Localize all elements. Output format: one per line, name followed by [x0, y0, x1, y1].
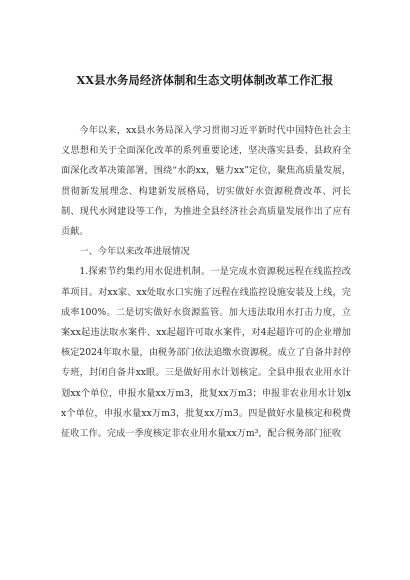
intro-paragraph: 今年以来，xx县水务局深入学习贯彻习近平新时代中国特色社会主义思想和关于全面深化改革的系列重要论述，坚决落实县委、县政府全面深化改革决策部署，围绕“水韵xx，魅力xx”定位，聚焦高质量发展，贯彻新发展理念、构建新发展格局，切实做好水资源税费改革、河长制、现代水网建设等工作，为推进全县经济社会高质量发展作出了应有贡献。	[61, 125, 351, 238]
body-paragraph: 1.探索节约集约用水促进机制。一是完成水资源税远程在线监控改革项目。对xx家、xx处取水口实施了远程在线监控设施安装及上线，完成率100%。二是切实做好水资源监管。加大违法取用水打击力度，立案xx起违法取水案件、xx起超许可取水案件，对4起超许可的企业增加核定2024年取水量，由税务部门依法追缴水资源税。成立了自备井封停专班，封闭自备井xx眼。三是做好用水计划核定。全县申报农业用水计划xx个单位，申报水量xx万m3，批复xx万m3；申报非农业用水计划xx个单位，申报水量xx万m3，批复xx万m3。四是做好水量核定和税费征收工作。完成一季度核定非农业用水量xx万m³，配合税务部门征收	[61, 266, 351, 440]
section-heading: 一、今年以来改革进展情况	[79, 246, 190, 258]
document-body	[61, 121, 351, 444]
document-title: XX县水务局经济体制和生态文明体制改革工作汇报	[76, 73, 334, 87]
